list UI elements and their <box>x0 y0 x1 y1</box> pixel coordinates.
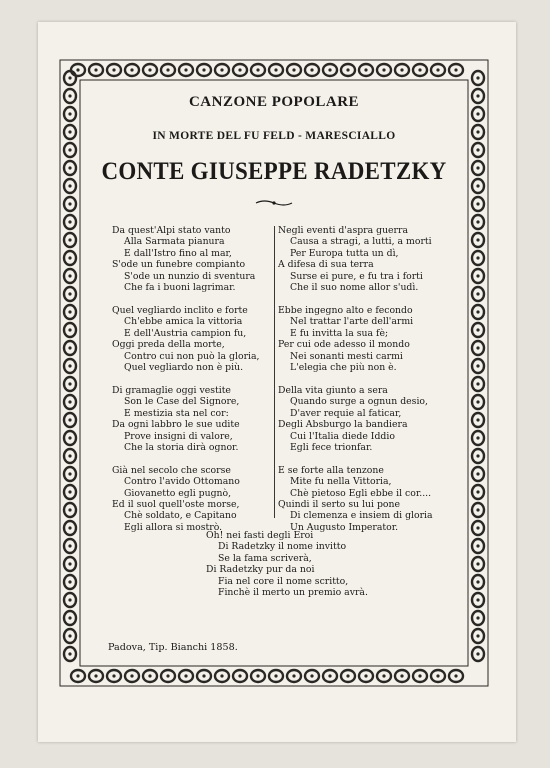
verse-line: Di clemenza e insiem di gloria <box>290 510 433 522</box>
verse-line: Che fa i buoni lagrimar. <box>124 282 236 294</box>
verse-line: Che il suo nome allor s'udì. <box>290 282 419 294</box>
verse-line: Prove insigni di valore, <box>124 430 233 442</box>
verse-line: Contro l'avido Ottomano <box>124 476 240 488</box>
verse-line: Quel vegliardo non è più. <box>124 361 244 373</box>
verse-line: Quindi il serto su lui pone <box>278 499 400 511</box>
verse-line: Ch'ebbe amica la vittoria <box>124 316 243 328</box>
verse-line: Giovanetto egli pugnò, <box>124 487 232 499</box>
honoree-name: CONTE GIUSEPPE RADETZKY <box>101 158 447 185</box>
verse-line: E dell'Austria campion fu, <box>124 327 247 339</box>
verse-line: Oh! nei fasti degli Eroi <box>206 530 314 541</box>
verse-line: Per Europa tutta un dì, <box>290 247 399 259</box>
verse-line: Se la fama scriverà, <box>218 552 312 564</box>
verse-line: Che la storia dirà ognor. <box>124 441 239 453</box>
verse-line: Quel vegliardo inclito e forte <box>112 304 248 316</box>
page-title: CANZONE POPOLARE <box>188 94 360 110</box>
verse-line: E mestizia sta nel cor: <box>124 407 229 419</box>
verse-line: Già nel secolo che scorse <box>112 464 231 476</box>
stanza <box>278 385 464 453</box>
poem-final-stanza <box>206 530 368 598</box>
verse-line: Egli allora si mostrò. <box>124 521 223 533</box>
verse-line: Di Radetzky pur da noi <box>206 564 315 576</box>
printer-imprint: Padova, Tip. Bianchi 1858. <box>108 642 238 653</box>
verse-line: Surse ei pure, e fu tra i forti <box>290 270 423 282</box>
verse-line: Egli fece trionfar. <box>290 441 373 453</box>
verse-line: L'elegia che più non è. <box>290 361 397 373</box>
stanza <box>112 225 287 293</box>
verse-line: Causa a stragi, a lutti, a morti <box>290 236 432 248</box>
poem-left-column <box>112 225 287 545</box>
verse-line: Negli eventi d'aspra guerra <box>278 225 408 236</box>
verse-line: Per cui ode adesso il mondo <box>278 339 410 351</box>
stanza <box>112 385 287 453</box>
verse-line: Son le Case del Signore, <box>124 396 240 408</box>
poem-right-column <box>278 225 464 545</box>
column-divider <box>274 226 275 518</box>
verse-line: Chè pietoso Egli ebbe il cor.... <box>290 487 432 499</box>
verse-line: E fu invitta la sua fè; <box>290 327 389 339</box>
verse-line: Chè soldato, e Capitano <box>124 510 237 522</box>
verse-line: Cui l'Italia diede Iddio <box>290 430 395 442</box>
ornament-divider <box>254 199 294 207</box>
stanza <box>112 305 287 373</box>
stanza <box>278 305 464 373</box>
verse-line: Degli Absburgo la bandiera <box>278 419 408 431</box>
verse-line: E dall'Istro fino al mar, <box>124 247 232 259</box>
verse-line: Da quest'Alpi stato vanto <box>112 225 231 236</box>
verse-line: Di gramaglie oggi vestite <box>112 384 231 396</box>
poem-content <box>78 80 470 670</box>
verse-line: Ebbe ingegno alto e fecondo <box>278 304 413 316</box>
verse-line: Contro cui non può la gloria, <box>124 350 260 362</box>
page-subtitle: IN MORTE DEL FU FELD - MARESCIALLO <box>152 130 396 142</box>
verse-line: Finchè il merto un premio avrà. <box>218 587 368 599</box>
stanza <box>278 465 464 533</box>
verse-line: A difesa di sua terra <box>278 259 374 271</box>
verse-line: Di Radetzky il nome invitto <box>218 541 347 553</box>
stanza <box>278 225 464 293</box>
verse-line: Alla Sarmata pianura <box>124 236 225 248</box>
verse-line: Ed il suol quell'oste morse, <box>112 499 240 511</box>
stanza <box>112 465 287 533</box>
verse-line: Fia nel core il nome scritto, <box>218 575 349 587</box>
verse-line: Nei sonanti mesti carmi <box>290 350 403 362</box>
verse-line: S'ode un funebre compianto <box>112 259 246 271</box>
verse-line: Della vita giunto a sera <box>278 384 388 396</box>
verse-line: E se forte alla tenzone <box>278 464 384 476</box>
verse-line: D'aver requie al faticar, <box>290 407 402 419</box>
verse-line: Quando surge a ognun desio, <box>290 396 428 408</box>
verse-line: Un Augusto Imperator. <box>290 521 399 533</box>
verse-line: Da ogni labbro le sue udite <box>112 419 240 431</box>
verse-line: Nel trattar l'arte dell'armi <box>290 316 414 328</box>
verse-line: Oggi preda della morte, <box>112 339 225 351</box>
verse-line: Mite fu nella Vittoria, <box>290 476 392 488</box>
verse-line: S'ode un nunzio di sventura <box>124 270 256 282</box>
